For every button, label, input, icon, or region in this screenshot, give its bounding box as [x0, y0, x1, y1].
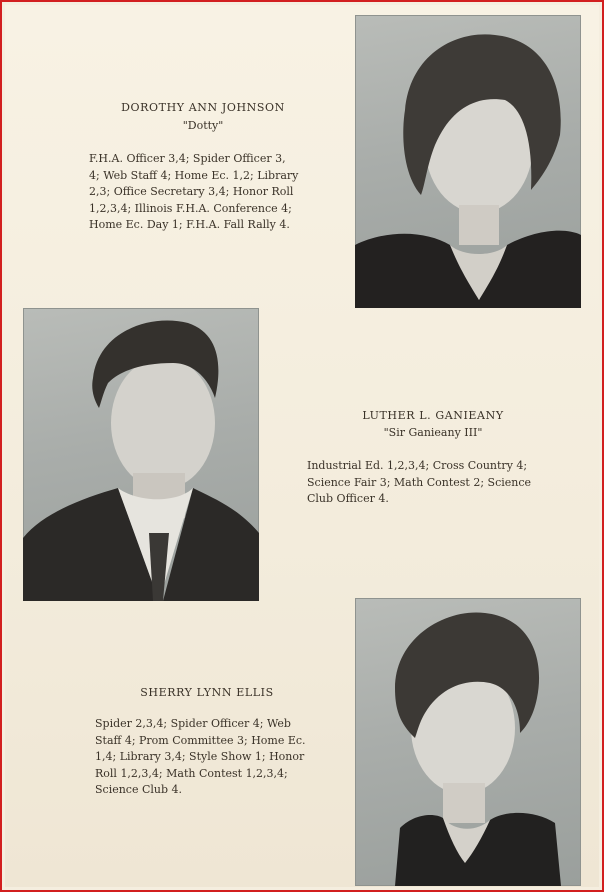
student-name: LUTHER L. GANIEANY [362, 409, 504, 422]
activity-line: 1,2,3,4; Illinois F.H.A. Conference 4; [89, 201, 292, 215]
student-portrait-photo [355, 15, 581, 308]
student-portrait-photo [355, 598, 581, 886]
student-nickname: "Dotty" [182, 119, 224, 132]
activity-line: Club Officer 4. [307, 492, 389, 505]
activity-line: Science Fair 3; Math Contest 2; Science [307, 475, 532, 489]
activity-line: 4; Web Staff 4; Home Ec. 1,2; Library [89, 168, 299, 182]
student-name: SHERRY LYNN ELLIS [140, 686, 274, 699]
portrait-image [23, 308, 259, 601]
activity-line: Roll 1,2,3,4; Math Contest 1,2,3,4; [95, 766, 288, 780]
student-portrait-photo [23, 308, 259, 601]
activity-line: F.H.A. Officer 3,4; Spider Officer 3, [89, 152, 286, 165]
student-name: DOROTHY ANN JOHNSON [121, 101, 285, 114]
activity-line: Spider 2,3,4; Spider Officer 4; Web [95, 717, 291, 730]
student-activities [89, 151, 298, 234]
activity-line: 1,4; Library 3,4; Style Show 1; Honor [95, 750, 305, 763]
student-activities [307, 458, 531, 508]
student-nickname: "Sir Ganieany III" [383, 426, 483, 439]
activity-line: 2,3; Office Secretary 3,4; Honor Roll [89, 185, 294, 198]
activity-line: Industrial Ed. 1,2,3,4; Cross Country 4; [307, 459, 528, 472]
activity-line: Staff 4; Prom Committee 3; Home Ec. [95, 733, 306, 747]
activity-line: Home Ec. Day 1; F.H.A. Fall Rally 4. [89, 218, 290, 231]
student-activities [95, 716, 306, 799]
portrait-image [355, 598, 581, 886]
portrait-image [355, 15, 581, 308]
yearbook-page [5, 5, 599, 887]
activity-line: Science Club 4. [95, 783, 183, 796]
